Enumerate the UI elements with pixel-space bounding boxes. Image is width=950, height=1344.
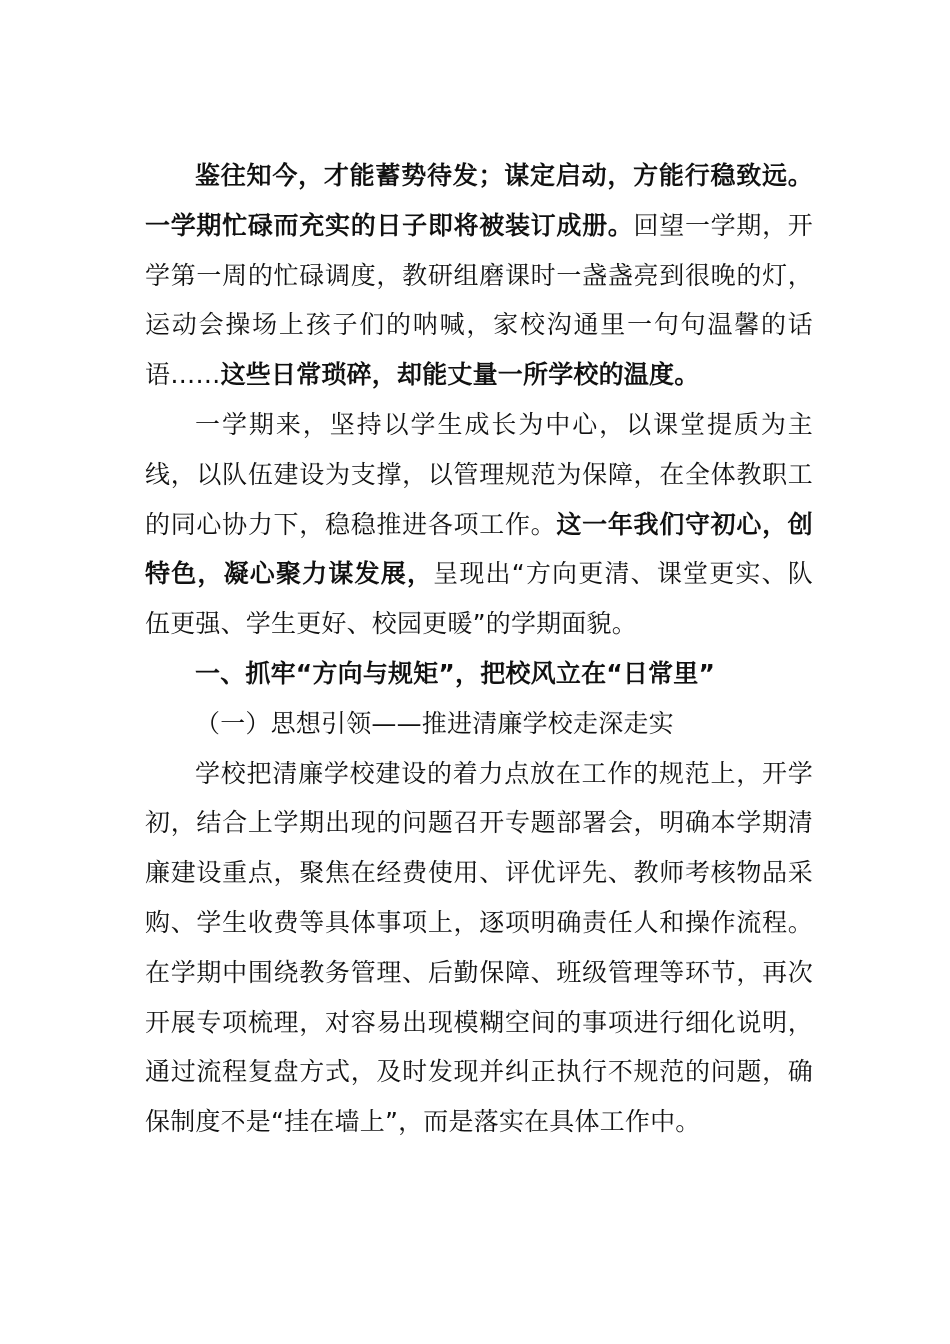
text-run: 一、抓牢“方向与规矩”，把校风立在“日常里” [195, 658, 716, 688]
paragraph-body [145, 749, 813, 1147]
paragraph-intro [145, 151, 813, 400]
text-run: 回望一学期，开学第一周的忙碌调度，教研组磨课时一盏盏亮到很晚的灯，运动会操场上孩子们的呐喊，家校沟通里一句句温馨的话语…… [145, 210, 813, 390]
text-run: 鉴往知今，才能蓄势待发；谋定启动，方能行稳致远。一学期忙碌而充实的日子即将被装订成册。 [145, 161, 813, 240]
section-subheading [145, 699, 813, 749]
text-run: 学校把清廉学校建设的着力点放在工作的规范上，开学初，结合上学期出现的问题召开专题部署会，明确本学期清廉建设重点，聚焦在经费使用、评优评先、教师考核物品采购、学生收费等具体事项上，逐项明确责任人和操作流程。在学期中围绕教务管理、后勤保障、班级管理等环节，再次开展专项梳理，对容易出现模糊空间的事项进行细化说明，通过流程复盘方式，及时发现并纠正执行不规范的问题，确保制度不是“挂在墙上”，而是落实在具体工作中。 [145, 758, 813, 1137]
text-run: 这一年我们守初心，创特色，凝心聚力谋发展， [145, 509, 813, 589]
text-run: 呈现出“方向更清、课堂更实、队伍更强、学生更好、校园更暖”的学期面貌。 [145, 559, 814, 639]
text-run: 这些日常琐碎，却能丈量一所学校的温度。 [220, 360, 700, 390]
document-body [145, 151, 813, 1147]
section-heading [145, 649, 813, 699]
paragraph-summary [145, 400, 813, 649]
text-run: （一）思想引领——推进清廉学校走深走实 [195, 708, 674, 738]
text-run: 一学期来，坚持以学生成长为中心，以课堂提质为主线，以队伍建设为支撑，以管理规范为保障，在全体教职工的同心协力下，稳稳推进各项工作。 [145, 409, 813, 539]
